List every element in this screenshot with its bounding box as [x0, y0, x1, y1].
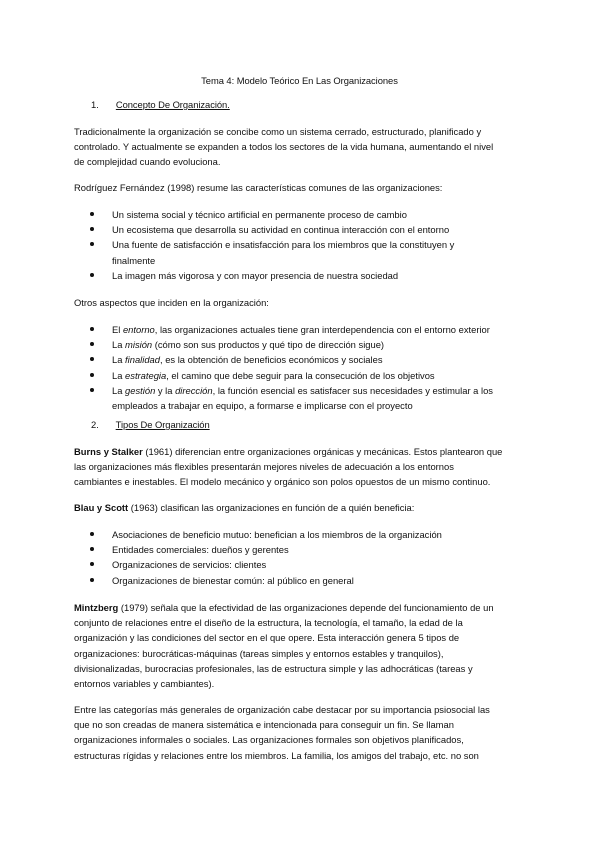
paragraph-categorias: Entre las categorías más generales de organización cabe destacar por su importancia psiosocial las que no son creadas de manera sistemática e intencionada para conseguir un fin. Se llaman organizaciones informales o sociales. Las organizaciones formales son objetivos planificados, estructuras rígidas y relaciones entre los miembros. La familia, los amigos del trabajo, etc. no son	[74, 704, 490, 761]
bullet-icon	[90, 562, 94, 566]
paragraph-line: Tradicionalmente la organización se concibe como un sistema cerrado, estructurado, planificado y	[74, 126, 482, 137]
list-item: Entidades comerciales: dueños y gerentes	[91, 542, 442, 557]
paragraph-rodriguez	[74, 180, 534, 195]
list-item: Un sistema social y técnico artificial en permanente proceso de cambio	[91, 207, 454, 222]
list-item: Una fuente de satisfacción e insatisfacción para los miembros que la constituyen y finalmente	[91, 237, 454, 267]
bullet-list-caracteristicas	[91, 207, 454, 283]
bullet-icon	[90, 227, 94, 231]
list-item: La estrategia, el camino que debe seguir para la consecución de los objetivos	[91, 368, 493, 383]
bullet-icon	[90, 273, 94, 277]
bullet-icon	[90, 388, 94, 392]
section-title: Concepto De Organización.	[115, 99, 230, 110]
bullet-icon	[90, 242, 94, 246]
bullet-icon	[90, 547, 94, 551]
paragraph-line: Rodríguez Fernández (1998) resume las características comunes de las organizaciones:	[74, 182, 443, 193]
list-item: El entorno, las organizaciones actuales tiene gran interdependencia con el entorno exterior	[91, 322, 493, 337]
list-item: Asociaciones de beneficio mutuo: benefician a los miembros de la organización	[91, 527, 442, 542]
paragraph-line: controlado. Y actualmente se expanden a todos los sectores de la vida humana, aumentando el nivel	[74, 141, 494, 153]
bullet-list-aspectos	[91, 322, 493, 413]
section-number: 2.	[91, 419, 99, 430]
list-item: La imagen más vigorosa y con mayor presencia de nuestra sociedad	[91, 268, 454, 283]
section-title: Tipos De Organización	[115, 419, 210, 430]
author-name: Blau y Scott	[74, 502, 129, 513]
section-heading-concepto	[91, 97, 230, 112]
paragraph-line: de complejidad cuando evoluciona.	[74, 156, 221, 168]
section-number: 1.	[91, 99, 99, 110]
list-item: La gestión y la dirección, la función esencial es satisfacer sus necesidades y estimular a los empleados a trabajar en equipo, a formarse e implicarse con el proyecto	[91, 383, 493, 413]
paragraph-tradicionalmente	[74, 124, 534, 170]
paragraph-line: Otros aspectos que inciden en la organización:	[74, 297, 269, 308]
paragraph-blau-scott: Blau y Scott (1963) clasifican las organizaciones en función de a quién beneficia:	[74, 502, 415, 513]
bullet-icon	[90, 373, 94, 377]
bullet-icon	[90, 357, 94, 361]
bullet-icon	[90, 327, 94, 331]
list-item: Un ecosistema que desarrolla su actividad en continua interacción con el entorno	[91, 222, 454, 237]
bullet-icon	[90, 532, 94, 536]
list-item: Organizaciones de bienestar común: al público en general	[91, 573, 442, 588]
paragraph-burns-stalker: Burns y Stalker (1961) diferencian entre organizaciones orgánicas y mecánicas. Estos plantearon que las organizaciones más flexibles presentarán mejores niveles de adecuación a los entornos cambiantes e inestables. El modelo mecánico y orgánico son polos opuestos de un mismo continuo.	[74, 446, 503, 488]
bullet-list-blau-scott	[91, 527, 442, 588]
list-item: Organizaciones de servicios: clientes	[91, 557, 442, 572]
document-title: Tema 4: Modelo Teórico En Las Organizaciones	[201, 75, 398, 86]
paragraph-mintzberg: Mintzberg (1979) señala que la efectividad de las organizaciones depende del funcionamiento de un conjunto de relaciones entre el diseño de la estructura, la tecnología, el tamaño, la edad de la organización y las condiciones del sector en el que opere. Esta interacción genera 5 tipos de organizaciones: burocráticas-máquinas (tareas simples y entornos estables y tranquilos), divisionalizadas, burocracias profesionales, las de estructura simple y las adhocráticas (tareas y entornos variables y cambiantes).	[74, 602, 494, 690]
bullet-icon	[90, 212, 94, 216]
author-name: Burns y Stalker	[74, 446, 143, 457]
paragraph-otros-aspectos	[74, 295, 534, 310]
list-item: La misión (cómo son sus productos y qué tipo de dirección sigue)	[91, 337, 493, 352]
list-item: La finalidad, es la obtención de beneficios económicos y sociales	[91, 352, 493, 367]
author-name: Mintzberg	[74, 602, 119, 613]
bullet-icon	[90, 342, 94, 346]
bullet-icon	[90, 578, 94, 582]
section-heading-tipos	[91, 417, 210, 432]
